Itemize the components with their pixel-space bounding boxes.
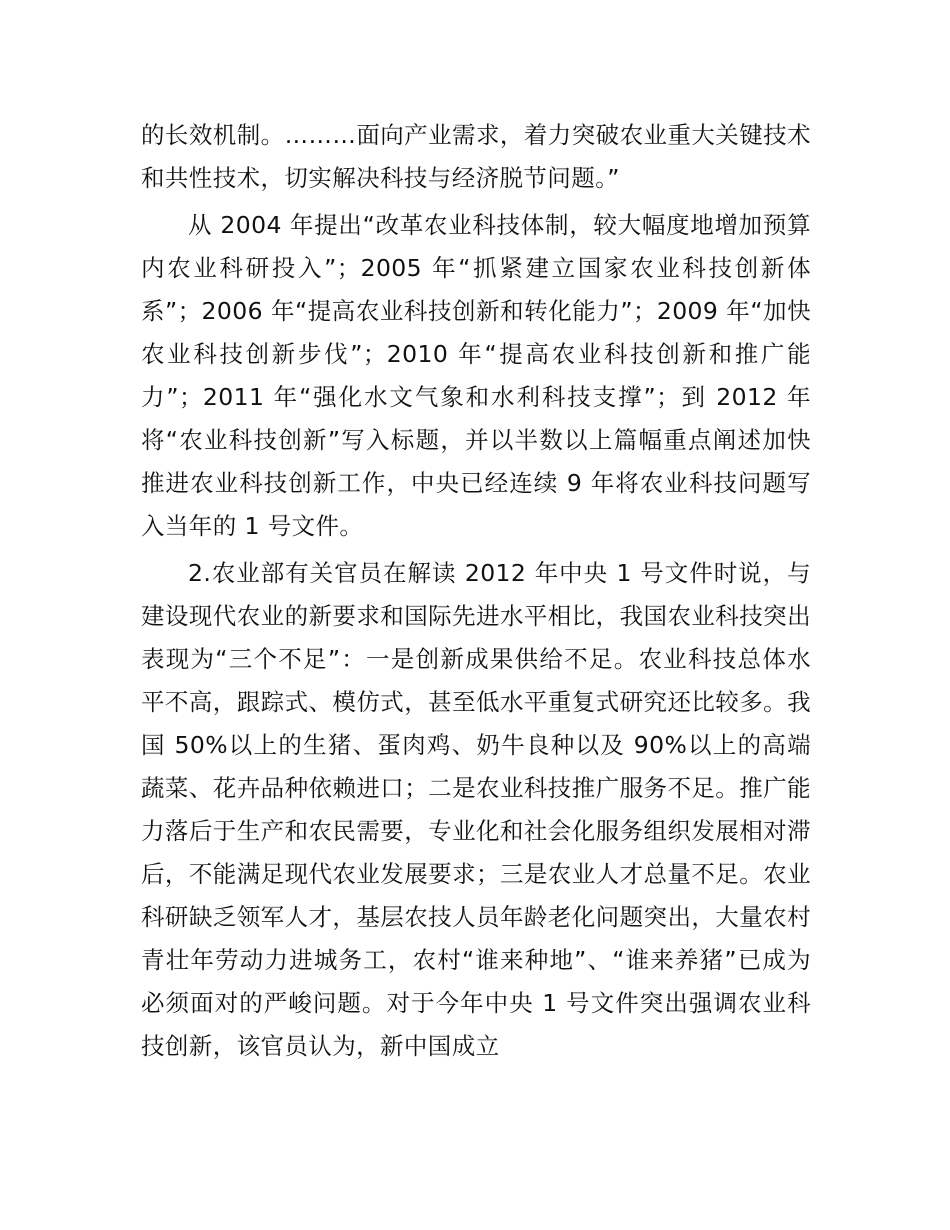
paragraph-point-2: 2.农业部有关官员在解读 2012 年中央 1 号文件时说，与建设现代农业的新要求和国际先进水平相比，我国农业科技突出表现为“三个不足”：一是创新成果供给不足。农业科技总体水平不高，跟踪式、模仿式，甚至低水平重复式研究还比较多。我国 50%以上的生猪、蛋肉鸡、奶牛良种以及 90%以上的高端蔬菜、花卉品种依赖进口；二是农业科技推广服务不足。推广能力落后于生产和农民需要，专业化和社会化服务组织发展相对滞后，不能满足现代农业发展要求；三是农业人才总量不足。农业科研缺乏领军人才，基层农技人员年龄老化问题突出，大量农村青壮年劳动力进城务工，农村“谁来种地”、“谁来养猪”已成为必须面对的严峻问题。对于今年中央 1 号文件突出强调农业科技创新，该官员认为，新中国成立: [141, 559, 811, 1060]
paragraph-continuation: 的长效机制。………面向产业需求，着力突破农业重大关键技术和共性技术，切实解决科技与经济脱节问题。”: [141, 121, 811, 192]
document-body: [141, 114, 811, 1072]
paragraph-policy-timeline: 从 2004 年提出“改革农业科技体制，较大幅度地增加预算内农业科研投入”；2005 年“抓紧建立国家农业科技创新体系”；2006 年“提高农业科技创新和转化能力”；2009 年“加快农业科技创新步伐”；2010 年“提高农业科技创新和推广能力”；2011 年“强化水文气象和水利科技支撑”；到 2012 年将“农业科技创新”写入标题，并以半数以上篇幅重点阐述加快推进农业科技创新工作，中央已经连续 9 年将农业科技问题写入当年的 1 号文件。: [141, 211, 811, 540]
